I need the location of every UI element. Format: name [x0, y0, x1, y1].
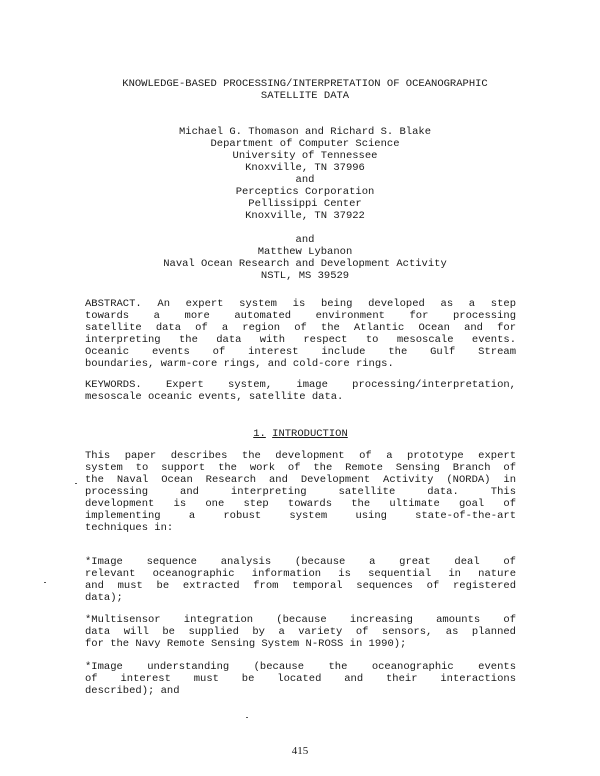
keywords-paragraph: [85, 379, 516, 403]
keywords-line: KEYWORDS. Expert system, image processing/interpretation,: [85, 379, 516, 391]
scan-speck: [44, 582, 46, 583]
intro-line: implementing a robust system using state-of-the-art: [85, 510, 516, 522]
title-line-2: SATELLITE DATA: [260, 90, 350, 102]
bullet-line: *Image understanding (because the oceanographic events: [85, 661, 516, 673]
bullet-line: and must be extracted from temporal sequences of registered: [85, 580, 516, 592]
intro-line: the Naval Ocean Research and Development Activity (NORDA) in: [85, 474, 516, 486]
affiliation-organization: Perceptics Corporation: [235, 186, 375, 198]
bullet-line: described); and: [85, 685, 180, 697]
intro-line: This paper describes the development of a prototype expert: [85, 450, 516, 462]
page-number: 415: [291, 745, 309, 757]
bullet-item-2: [85, 614, 516, 650]
bullet-line: data);: [85, 592, 123, 604]
intro-paragraph: [85, 450, 516, 534]
intro-line: techniques in:: [85, 522, 174, 534]
abstract-line: boundaries, warm-core rings, and cold-core rings.: [85, 358, 394, 370]
abstract-line: ABSTRACT. An expert system is being developed as a step: [85, 298, 516, 310]
scan-speck: [246, 717, 248, 718]
scan-speck: [75, 483, 77, 484]
abstract-line: towards a more automated environment for processing: [85, 310, 516, 322]
abstract-line: interpreting the data with respect to mesoscale events.: [85, 334, 516, 346]
bullet-item-1: [85, 556, 516, 604]
affiliation-city-3: NSTL, MS 39529: [260, 270, 350, 282]
affiliation-and-2: and: [295, 234, 315, 246]
bullet-line: relevant oceanographic information is sequential in nature: [85, 568, 516, 580]
section-number: 1.: [253, 428, 266, 440]
affiliation-department: Department of Computer Science: [210, 138, 400, 150]
bullet-line: *Image sequence analysis (because a great deal of: [85, 556, 516, 568]
affiliation-organization-3: Naval Ocean Research and Development Activity: [163, 258, 447, 270]
intro-line: system to support the work of the Remote Sensing Branch of: [85, 462, 516, 474]
affiliation-university: University of Tennessee: [232, 150, 378, 162]
author-names: Michael G. Thomason and Richard S. Blake: [178, 126, 432, 138]
bullet-item-3: [85, 661, 516, 697]
author-block: [90, 126, 520, 282]
bullet-line: *Multisensor integration (because increasing amounts of: [85, 614, 516, 626]
title-line-1: KNOWLEDGE-BASED PROCESSING/INTERPRETATION OF OCEANOGRAPHIC: [122, 78, 488, 90]
affiliation-and: and: [295, 174, 315, 186]
keywords-line: mesoscale oceanic events, satellite data.: [85, 391, 344, 403]
intro-line: development is one step towards the ultimate goal of: [85, 498, 516, 510]
abstract-paragraph: [85, 298, 516, 370]
bullet-line: data will be supplied by a variety of sensors, as planned: [85, 626, 516, 638]
author-name-3: Matthew Lybanon: [257, 246, 353, 258]
paper-title: [70, 78, 540, 102]
bullet-line: for the Navy Remote Sensing System N-ROSS in 1990);: [85, 638, 407, 650]
abstract-line: Oceanic events of interest include the Gulf Stream: [85, 346, 516, 358]
section-heading: [85, 428, 516, 440]
section-title: INTRODUCTION: [272, 428, 348, 440]
affiliation-city: Knoxville, TN 37996: [245, 162, 365, 174]
bullet-line: of interest must be located and their interactions: [85, 673, 516, 685]
affiliation-center: Pellissippi Center: [248, 198, 362, 210]
intro-line: processing and interpreting satellite data. This: [85, 486, 516, 498]
affiliation-city-2: Knoxville, TN 37922: [245, 210, 365, 222]
abstract-line: satellite data of a region of the Atlantic Ocean and for: [85, 322, 516, 334]
